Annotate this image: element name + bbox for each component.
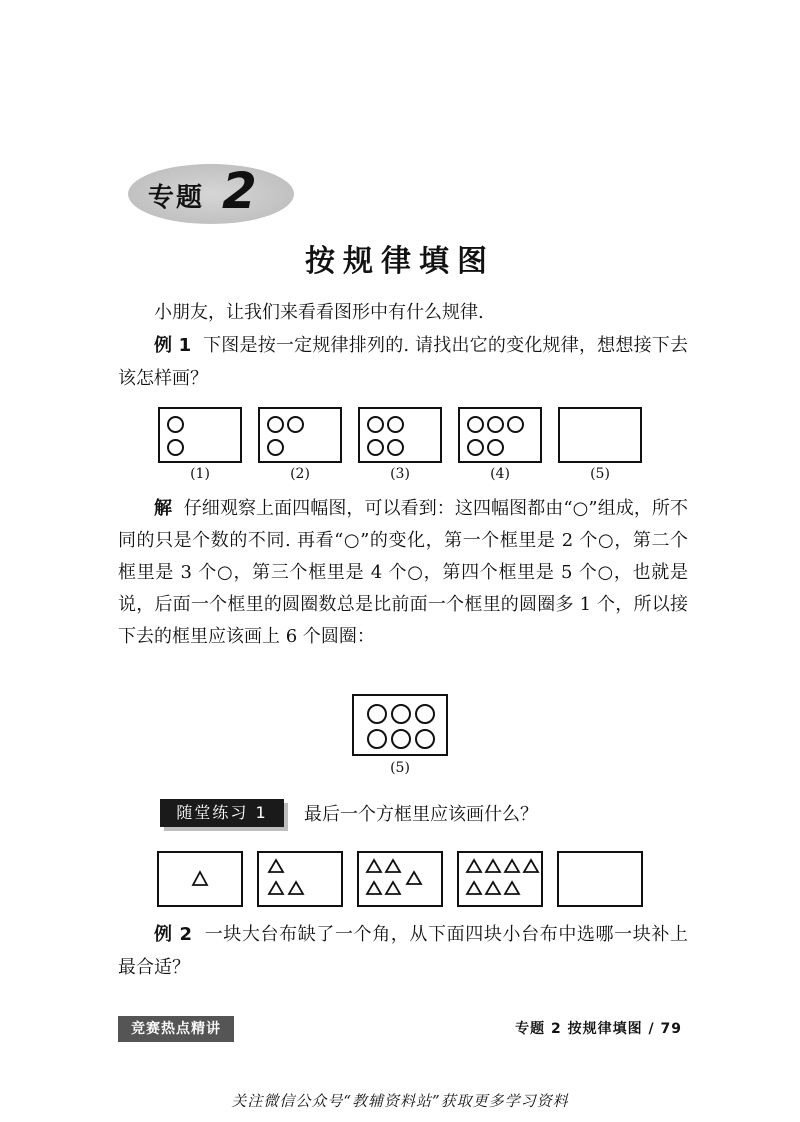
caption-1: (1) [190,466,210,482]
circle-shape [507,416,524,433]
bottom-note: 关注微信公众号“教辅资料站”获取更多学习资料 [231,1092,569,1110]
circle-shape [387,416,404,433]
answer-box [352,694,448,756]
triangle-shape [524,860,538,872]
caption-5: (5) [590,466,610,482]
triangle-shape [367,860,381,872]
topic-label: 专题 [148,183,205,213]
triangle-shape [407,872,421,884]
circle-shape [391,704,411,724]
practice-tag: 随堂练习 1 [160,799,284,827]
solution-label: 解 [154,498,173,519]
triangle-shape [193,872,207,885]
circle-shape [267,439,284,456]
circle-shape [367,729,387,749]
circle-shape [487,416,504,433]
practice-box-3 [358,852,442,906]
example2-paragraph [118,918,688,984]
page-title: 按规律填图 [305,244,495,279]
solution-text: 仔细观察上面四幅图，可以看到：这四幅图都由“○”组成，所不同的只是个数的不同. 再看“○”的变化，第一个框里是 2 个○，第二个框里是 3 个○，第三个框里是 4 个○，第四个框里是 5 个○，也就是说，后面一个框里的圆圈数总是比前面一个框里的圆圈多 1 个，所以接下去的框里应该画上 6 个圆圈： [118,498,689,647]
caption-3: (3) [390,466,410,482]
triangle-shape [367,882,381,894]
answer-caption: (5) [390,760,410,776]
triangle-shape [467,882,481,894]
practice-box-4 [458,852,542,906]
example1-box-2 [258,407,342,463]
circle-shape [367,416,384,433]
triangle-shape [486,860,500,872]
intro-text: 小朋友，让我们来看看图形中有什么规律. [154,302,484,323]
example2-text: 一块大台布缺了一个角，从下面四块小台布中选哪一块补上最合适？ [118,924,688,978]
topic-number: 2 [222,162,257,220]
circle-shape [387,439,404,456]
example1-box-1 [158,407,242,463]
circle-shape [267,416,284,433]
practice-box-2 [258,852,342,906]
footer-page-info: 专题 2 按规律填图 / 79 [515,1021,682,1037]
caption-2: (2) [290,466,310,482]
example2-label: 例 2 [154,924,193,945]
circle-shape [487,439,504,456]
example1-box-5-empty [558,407,642,463]
triangle-shape [505,860,519,872]
circle-shape [367,704,387,724]
circle-shape [415,704,435,724]
circle-shape [287,416,304,433]
example1-text: 下图是按一定规律排列的. 请找出它的变化规律，想想接下去该怎样画？ [118,335,688,389]
triangle-shape [269,882,283,894]
solution-paragraph [118,493,688,653]
circle-shape [467,416,484,433]
example1-paragraph [118,329,688,395]
example1-box-4 [458,407,542,463]
practice-box-1 [158,852,242,906]
circle-shape [167,439,184,456]
circle-shape [391,729,411,749]
practice-question: 最后一个方框里应该画什么？ [304,804,538,825]
triangle-shape [467,860,481,872]
circle-shape [367,439,384,456]
caption-4: (4) [490,466,510,482]
footer-section-tag: 竞赛热点精讲 [118,1016,234,1042]
example1-label: 例 1 [154,335,192,356]
practice-box-5-empty [558,852,642,906]
triangle-shape [269,860,283,872]
triangle-shape [386,860,400,872]
triangle-shape [486,882,500,894]
circle-shape [167,416,184,433]
practice-figures [156,850,646,908]
triangle-shape [386,882,400,894]
triangle-shape [289,882,303,894]
circle-shape [467,439,484,456]
example1-box-3 [358,407,442,463]
triangle-shapes [193,860,538,894]
triangle-shape [505,882,519,894]
circle-shape [415,729,435,749]
